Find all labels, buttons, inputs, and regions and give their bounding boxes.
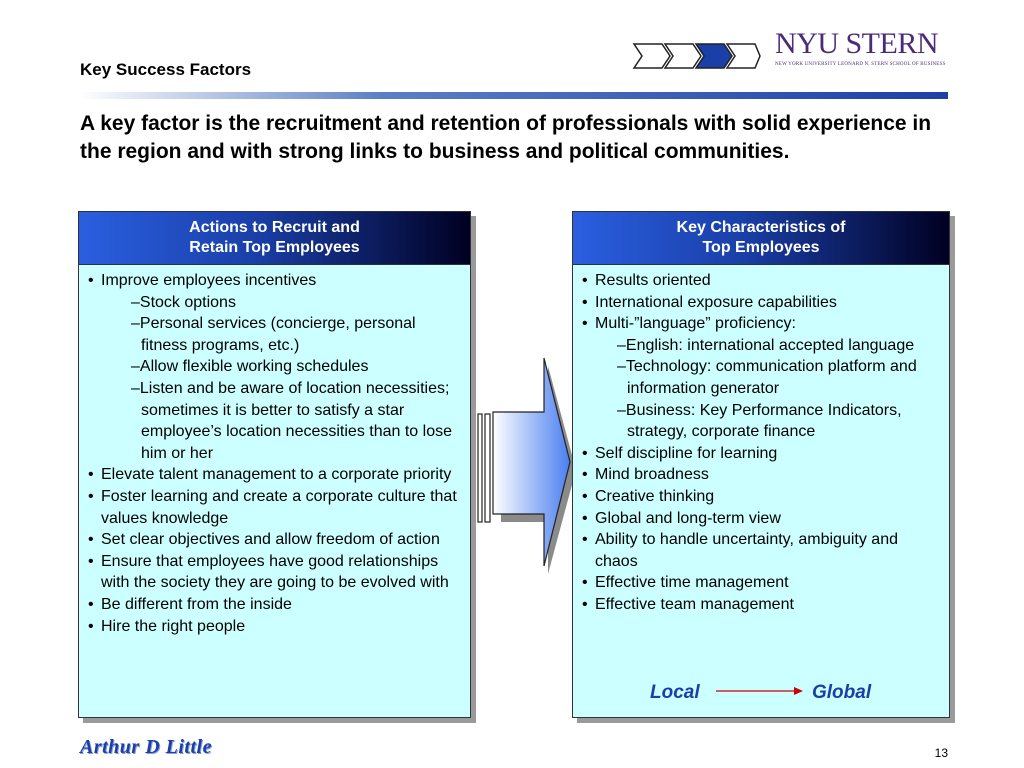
recruit-actions-panel	[78, 211, 471, 718]
bullet-item: • Foster learning and create a corporate culture that values knowledge	[87, 486, 462, 529]
sub-bullet-item: –Allow flexible working schedules	[131, 358, 369, 376]
bullet-item: • Global and long-term view	[581, 508, 941, 530]
sub-bullet-item: –Technology: communication platform and information generator	[617, 358, 917, 397]
recruit-actions-list	[79, 265, 470, 637]
local-to-global-arrow-icon	[714, 683, 806, 699]
heading-line-2: Retain Top Employees	[189, 239, 360, 256]
logo-subtitle: NEW YORK UNIVERSITY LEONARD N. STERN SCHOOL OF BUSINESS	[775, 62, 946, 67]
arthur-d-little-logo: Arthur D Little	[80, 736, 212, 758]
bullet-item: • Set clear objectives and allow freedom of action	[87, 529, 462, 551]
slide-section-title: Key Success Factors	[80, 60, 252, 79]
progress-chevrons-icon	[632, 42, 762, 72]
bullet-item: • Mind broadness	[581, 464, 941, 486]
characteristics-heading	[573, 212, 949, 265]
heading-line-1: Key Characteristics of	[676, 219, 846, 236]
logo-wordmark: NYU STERN	[775, 27, 939, 60]
scale-label-local: Local	[650, 682, 700, 703]
sub-bullet-item: –Business: Key Performance Indicators, strategy, corporate finance	[617, 401, 902, 441]
recruit-actions-heading	[79, 212, 470, 265]
bullet-item: • Creative thinking	[581, 486, 941, 508]
bullet-item: • International exposure capabilities	[581, 292, 941, 314]
right-arrow-icon	[474, 354, 574, 578]
bullet-item: • Self discipline for learning	[581, 443, 941, 465]
bullet-item: • Multi-”language” proficiency:	[581, 313, 941, 335]
heading-line-2: Top Employees	[702, 239, 820, 256]
characteristics-list	[573, 265, 949, 616]
bullet-item: • Ability to handle uncertainty, ambiguity and chaos	[581, 529, 941, 572]
sub-bullet-item: –Stock options	[131, 293, 236, 311]
nyu-stern-logo	[775, 22, 950, 70]
header-divider	[78, 92, 948, 99]
bullet-item: • Be different from the inside	[87, 594, 462, 616]
page-number: 13	[934, 746, 948, 760]
bullet-item: • Effective time management	[581, 572, 941, 594]
sub-bullet-item: –Listen and be aware of location necessities; sometimes it is better to satisfy a star employee’s location necessities than to lose him or her	[131, 379, 452, 462]
sub-bullet-item: –English: international accepted language	[617, 336, 915, 354]
top-employee-characteristics-panel	[572, 211, 950, 718]
bullet-item: • Elevate talent management to a corporate priority	[87, 464, 462, 486]
bullet-item: • Hire the right people	[87, 616, 462, 638]
bullet-item: • Results oriented	[581, 270, 941, 292]
bullet-item: • Ensure that employees have good relationships with the society they are going to be evolved with	[87, 551, 462, 594]
bullet-item: • Improve employees incentives	[87, 270, 462, 292]
slide-headline: A key factor is the recruitment and retention of professionals with solid experience in the region and with strong links to business and political communities.	[80, 112, 932, 163]
scale-label-global: Global	[812, 682, 872, 703]
sub-bullet-item: –Personal services (concierge, personal fitness programs, etc.)	[131, 315, 416, 354]
heading-line-1: Actions to Recruit and	[189, 219, 360, 236]
bullet-item: • Effective team management	[581, 594, 941, 616]
